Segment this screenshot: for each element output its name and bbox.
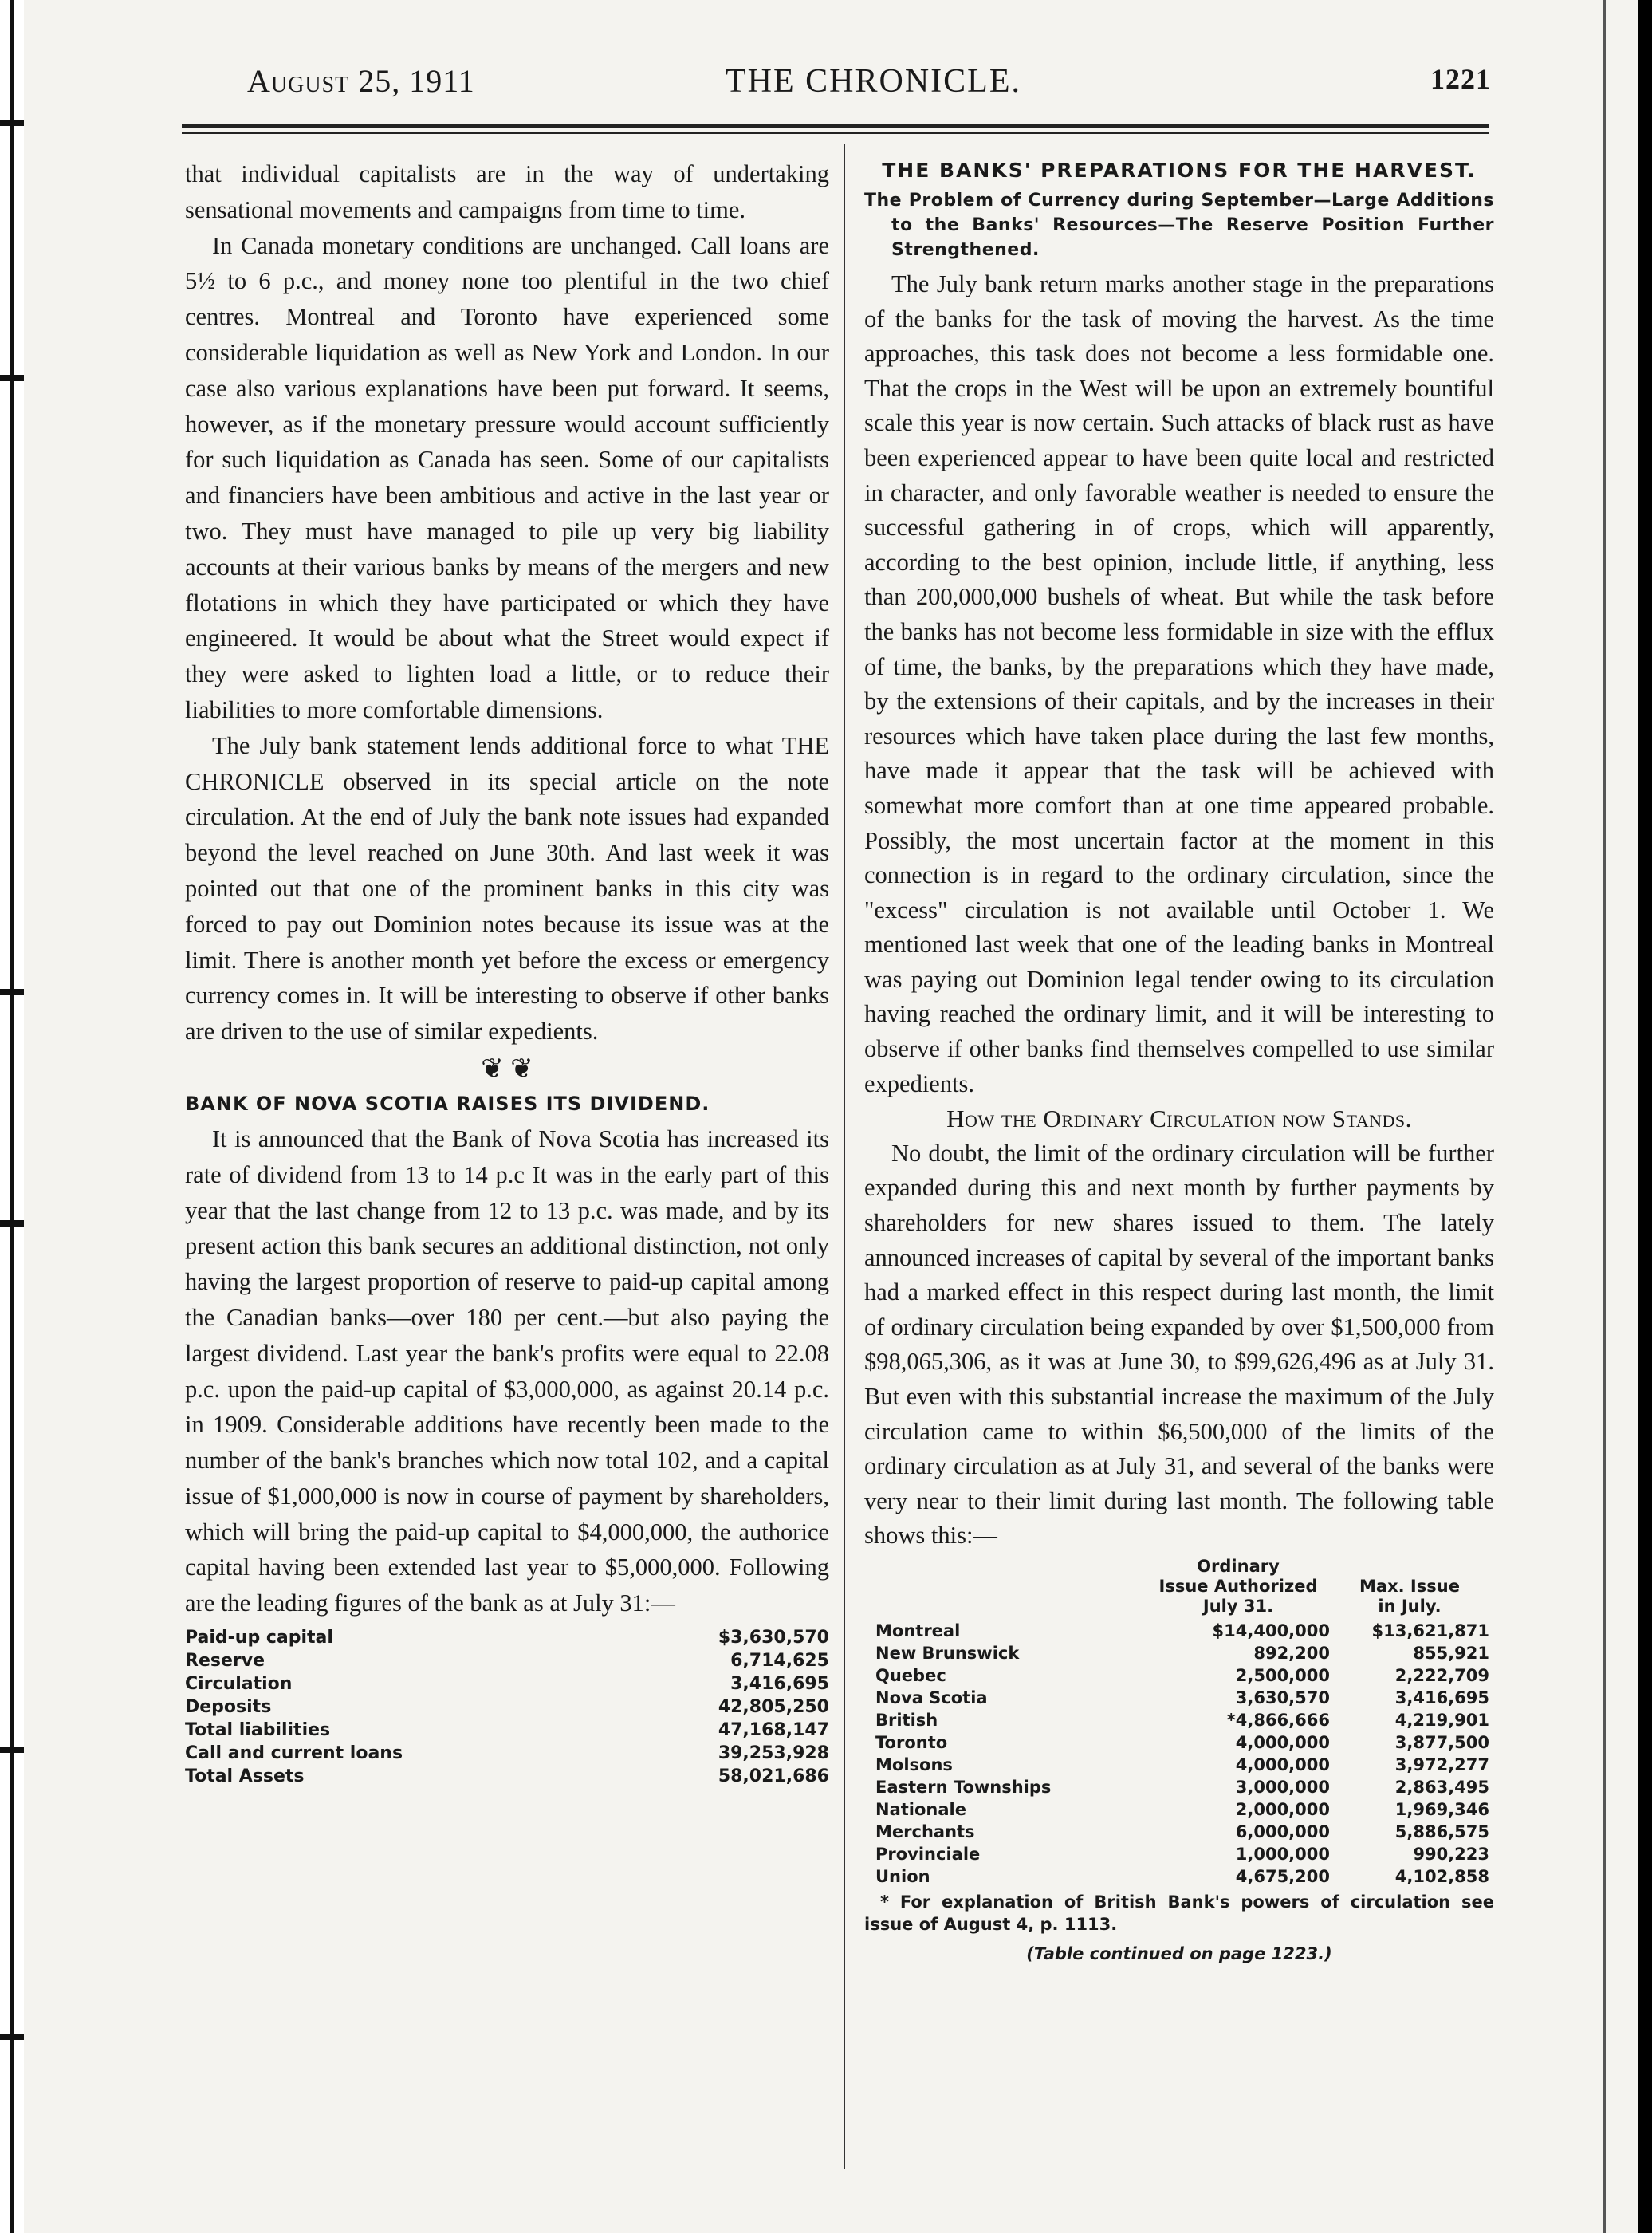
authorized-issue: 6,000,000 <box>1235 1821 1330 1841</box>
page-number: 1221 <box>1430 63 1491 95</box>
issue-date: August 25, 1911 <box>247 63 475 99</box>
binding-mark <box>0 989 24 995</box>
page-edge-line <box>1603 0 1606 2233</box>
ornament: ❦ ❦ <box>481 1053 533 1084</box>
figure-label: Reserve <box>185 1651 265 1672</box>
binding-edge <box>10 0 14 2233</box>
authorized-issue: 4,000,000 <box>1235 1732 1330 1752</box>
table-row <box>185 1626 829 1649</box>
table-row <box>875 1709 1489 1731</box>
figure-label: Circulation <box>185 1674 293 1695</box>
header-line: Max. Issue <box>1359 1576 1460 1596</box>
max-issue: 3,416,695 <box>1394 1688 1489 1707</box>
figure-label: Total liabilities <box>185 1720 331 1741</box>
article-heading: BANK OF NOVA SCOTIA RAISES ITS DIVIDEND. <box>185 1092 710 1115</box>
table-row <box>185 1672 829 1695</box>
max-issue: 4,102,858 <box>1394 1866 1489 1886</box>
bank-name: Quebec <box>875 1665 946 1685</box>
left-column <box>185 156 829 1788</box>
header-line: in July. <box>1378 1596 1442 1616</box>
header-rule-thin <box>182 132 1489 134</box>
binding-mark <box>0 2034 24 2040</box>
header-line: Issue Authorized <box>1158 1576 1318 1596</box>
figure-value: 58,021,686 <box>718 1766 829 1787</box>
running-head <box>247 62 1491 110</box>
max-issue: 2,222,709 <box>1394 1665 1489 1685</box>
max-issue: 3,877,500 <box>1394 1732 1489 1752</box>
max-issue: 1,969,346 <box>1394 1799 1489 1819</box>
authorized-issue: 3,000,000 <box>1235 1777 1330 1797</box>
max-issue: 855,921 <box>1413 1643 1489 1663</box>
paragraph: No doubt, the limit of the ordinary circulation will be further expanded during this and next month by further payments by shareholders for new shares issued to them. The lately announced increases of capital by several of the important banks had a marked effect in this respect during last month, the limit of ordinary circulation being expanded by over $1,500,000 from $98,065,306, as it was at June 30, to $99,626,496 as at July 31. But even with this substantial increase the maximum of the July circulation came to within $6,500,000 of the limits of the ordinary circulation as at July 31, and several of the banks were very near to their limit during last month. The following table shows this:— <box>864 1139 1494 1550</box>
publication-title: THE CHRONICLE. <box>726 63 1021 100</box>
bank-name: Union <box>875 1866 930 1886</box>
binding-mark <box>0 1220 24 1227</box>
binding-mark <box>0 120 24 126</box>
table-row <box>185 1695 829 1719</box>
article-subheading: The Problem of Currency during September—Large Additions to the Banks' Resources—The Reserve Position Further Strengthened. <box>864 191 1494 260</box>
table-row <box>185 1649 829 1672</box>
figure-value: 47,168,147 <box>718 1720 829 1741</box>
table-row <box>875 1843 1489 1865</box>
header-line: Ordinary <box>1197 1556 1280 1576</box>
authorized-issue: $14,400,000 <box>1212 1621 1330 1640</box>
authorized-issue: 892,200 <box>1253 1643 1330 1663</box>
bank-name: British <box>875 1710 938 1730</box>
section-heading: How the Ordinary Circulation now Stands. <box>946 1105 1412 1133</box>
table-row <box>875 1776 1489 1798</box>
continued-note: (Table continued on page 1223.) <box>1026 1944 1332 1963</box>
table-row <box>875 1754 1489 1776</box>
right-column <box>864 156 1494 1972</box>
max-issue: 2,863,495 <box>1394 1777 1489 1797</box>
table-row <box>185 1742 829 1765</box>
bank-name: Merchants <box>875 1821 975 1841</box>
table-row <box>875 1664 1489 1687</box>
table-header-authorized <box>1147 1557 1330 1620</box>
figure-label: Deposits <box>185 1697 272 1718</box>
table-row <box>875 1642 1489 1664</box>
max-issue: 5,886,575 <box>1394 1821 1489 1841</box>
max-issue: 3,972,277 <box>1394 1754 1489 1774</box>
table-footnote: * For explanation of British Bank's powers of circulation see issue of August 4, p. 1113. <box>864 1892 1494 1934</box>
max-issue: $13,621,871 <box>1371 1621 1489 1640</box>
table-row <box>875 1798 1489 1821</box>
bank-name: Nationale <box>875 1799 966 1819</box>
table-row <box>875 1731 1489 1754</box>
max-issue: 990,223 <box>1413 1844 1489 1864</box>
table-row <box>185 1719 829 1742</box>
authorized-issue: 4,675,200 <box>1235 1866 1330 1886</box>
circulation-table <box>875 1557 1489 1888</box>
paragraph: It is announced that the Bank of Nova Scotia has increased its rate of dividend from 13 to 14 p.c It was in the early part of this year that the last change from 12 to 13 p.c. was made, and by its present action this bank secures an additional distinction, not only having the largest proportion of reserve to paid-up capital among the Canadian banks—over 180 per cent.—but also paying the largest dividend. Last year the bank's profits were equal to 22.08 p.c. upon the paid-up capital of $3,000,000, as against 20.14 p.c. in 1909. Considerable additions have recently been made to the number of the bank's branches which now total 102, and a capital issue of $1,000,000 is now in course of payment by shareholders, which will bring the paid-up capital to $4,000,000, the authorice capital having been extended last year to $5,000,000. Following are the leading figures of the bank as at July 31:— <box>185 1124 829 1617</box>
figure-value: 39,253,928 <box>718 1743 829 1764</box>
authorized-issue: 1,000,000 <box>1235 1844 1330 1864</box>
article-heading: THE BANKS' PREPARATIONS FOR THE HARVEST. <box>882 159 1477 182</box>
max-issue: 4,219,901 <box>1394 1710 1489 1730</box>
paragraph: In Canada monetary conditions are unchanged. Call loans are 5½ to 6 p.c., and money none too plentiful in the two chief centres. Montreal and Toronto have experienced some considerable liquidation as well as New York and London. In our case also various explanations have been put forward. It seems, however, as if the monetary pressure would account sufficiently for such liquidation as Canada has seen. Some of our capitalists and financiers have been ambitious and active in the last year or two. They must have managed to pile up very big liability accounts at their various banks by means of the mergers and new flotations in which they have participated or which they have engineered. It would be about what the Street would expect if they were asked to lighten load a little, or to reduce their liabilities to more comfortable dimensions. <box>185 231 829 723</box>
authorized-issue: 4,000,000 <box>1235 1754 1330 1774</box>
figure-label: Call and current loans <box>185 1743 403 1764</box>
scan-border <box>1638 0 1652 2233</box>
table-header-max-issue <box>1330 1557 1489 1620</box>
column-divider <box>844 144 845 2169</box>
authorized-issue: 2,500,000 <box>1235 1665 1330 1685</box>
figure-value: 6,714,625 <box>730 1651 829 1672</box>
figure-value: 3,416,695 <box>730 1674 829 1695</box>
bank-figures-table <box>185 1626 829 1788</box>
authorized-issue: 3,630,570 <box>1235 1688 1330 1707</box>
header-rule <box>182 124 1489 128</box>
table-row <box>875 1687 1489 1709</box>
authorized-issue: *4,866,666 <box>1226 1710 1330 1730</box>
figure-label: Total Assets <box>185 1766 305 1787</box>
figure-value: $3,630,570 <box>718 1628 829 1648</box>
figure-value: 42,805,250 <box>718 1697 829 1718</box>
binding-mark <box>0 1747 24 1753</box>
binding-mark <box>0 375 24 381</box>
figure-label: Paid-up capital <box>185 1628 333 1648</box>
table-row <box>875 1620 1489 1642</box>
table-row <box>875 1821 1489 1843</box>
bank-name: Molsons <box>875 1754 953 1774</box>
paragraph: The July bank statement lends additional force to what THE CHRONICLE observed in its special article on the note circulation. At the end of July the bank note issues had expanded beyond the level reached on June 30th. And last week it was pointed out that one of the prominent banks in this city was forced to pay out Dominion notes because its issue was at the limit. There is another month yet before the excess or emergency currency comes in. It will be interesting to observe if other banks are driven to the use of similar expedients. <box>185 731 829 1046</box>
table-row <box>875 1865 1489 1888</box>
table-row <box>185 1765 829 1788</box>
table-header-blank <box>875 1557 1147 1620</box>
paragraph: The July bank return marks another stage in the preparations of the banks for the task of moving the harvest. As the time approaches, this task does not become a less formidable one. That the crops in the West will be upon an extremely bountiful scale this year is now certain. Such attacks of black rust as have been experienced appear to have been quite local and restricted in character, and only favorable weather is needed to ensure the successful gathering in of crops, which will apparently, according to the best opinion, include little, if anything, less than 200,000,000 bushels of wheat. But while the task before the banks has not become less formidable in size with the efflux of time, the banks, by the preparations which they have made, by the extensions of their capitals, and by the increases in their resources which have taken place during the last few months, have made it appear that the task will be achieved with somewhat more comfort than at one time appeared probable. Possibly, the most uncertain factor at the moment in this connection is in regard to the ordinary circulation, since the "excess" circulation is not available until October 1. We mentioned last week that one of the leading banks in Montreal was paying out Dominion legal tender owing to its circulation having reached the ordinary limit, and it will be interesting to observe if other banks find themselves compelled to use similar expedients. <box>864 270 1494 1097</box>
bank-name: New Brunswick <box>875 1643 1020 1663</box>
authorized-issue: 2,000,000 <box>1235 1799 1330 1819</box>
bank-name: Nova Scotia <box>875 1688 988 1707</box>
bank-name: Eastern Townships <box>875 1777 1052 1797</box>
bank-name: Toronto <box>875 1732 948 1752</box>
bank-name: Montreal <box>875 1621 961 1640</box>
paragraph: that individual capitalists are in the way of undertaking sensational movements and campaigns from time to time. <box>185 160 829 223</box>
bank-name: Provinciale <box>875 1844 981 1864</box>
header-line: July 31. <box>1202 1596 1274 1616</box>
